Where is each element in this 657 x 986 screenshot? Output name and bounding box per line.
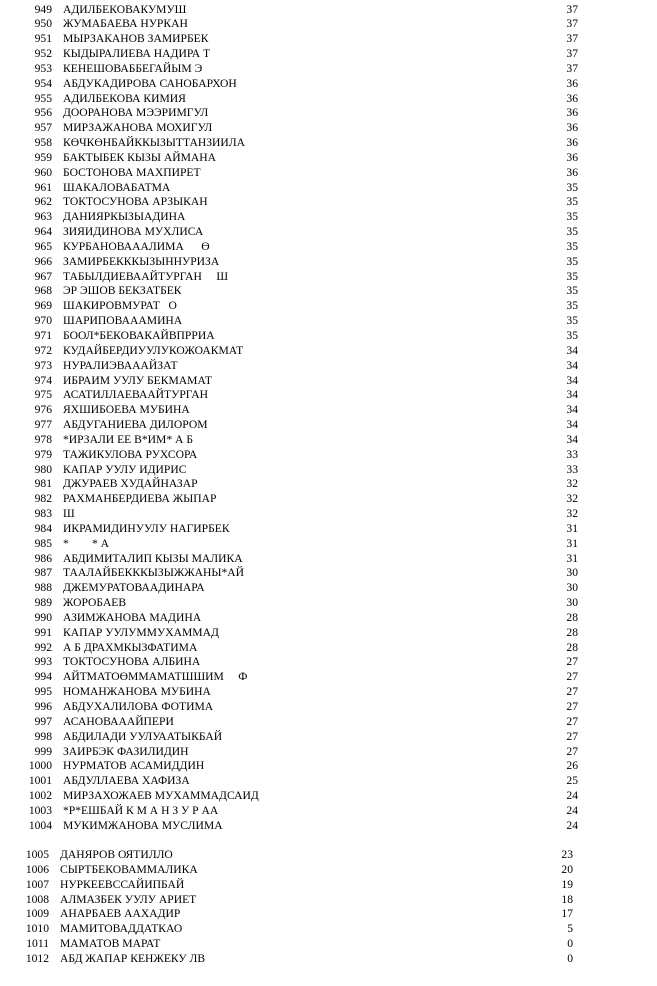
list-item <box>0 298 657 313</box>
list-item <box>0 491 657 506</box>
student-name: ТАЖИКУЛОВА РУХСОРА <box>63 447 198 461</box>
score: 34 <box>566 432 578 446</box>
student-name: Ш <box>63 507 75 521</box>
score: 35 <box>566 195 578 209</box>
score: 27 <box>566 714 578 728</box>
row-number: 961 <box>34 180 52 194</box>
student-name: АБДУГАНИЕВА ДИЛОРОМ <box>63 418 208 432</box>
student-name: ДАНИЯРКЫЗЫАДИНА <box>63 210 186 224</box>
score: 31 <box>566 536 578 550</box>
row-number: 988 <box>34 581 52 595</box>
row-number: 966 <box>34 254 52 268</box>
score: 28 <box>566 640 578 654</box>
list-item <box>0 788 657 803</box>
student-name: КӨЧКӨНБАЙККЫЗЫТТАНЗИИЛА <box>63 136 245 150</box>
list-item <box>0 818 657 833</box>
list-item <box>0 580 657 595</box>
row-number: 978 <box>34 432 52 446</box>
list-item <box>0 921 657 936</box>
list-item <box>0 625 657 640</box>
row-number: 1011 <box>26 937 49 951</box>
student-name: МИРЗАЖАНОВА МОХИГУЛ <box>63 121 213 135</box>
student-name: ТААЛАЙБЕКККЫЗЫЖЖАНЫ*АЙ <box>63 566 244 580</box>
list-item <box>0 209 657 224</box>
row-number: 1000 <box>28 759 52 773</box>
score: 26 <box>566 759 578 773</box>
score: 32 <box>566 507 578 521</box>
row-number: 1009 <box>25 907 49 921</box>
score: 36 <box>566 150 578 164</box>
list-item <box>0 877 657 892</box>
row-number: 1004 <box>28 818 52 832</box>
list-item <box>0 536 657 551</box>
list-item <box>0 165 657 180</box>
list-item <box>0 936 657 951</box>
list-item <box>0 105 657 120</box>
row-number: 969 <box>34 299 52 313</box>
list-item <box>0 744 657 759</box>
student-name: ДАНЯРОВ ОЯТИЛЛО <box>60 848 173 861</box>
score: 35 <box>566 180 578 194</box>
list-item <box>0 61 657 76</box>
score: 28 <box>566 610 578 624</box>
list-item <box>0 328 657 343</box>
student-name: АБДУКАДИРОВА САНОБАРХОН <box>63 76 237 90</box>
row-number: 975 <box>34 388 52 402</box>
list-item <box>0 847 657 862</box>
student-name: МИРЗАХОЖАЕВ МУХАММАДСАИД <box>63 789 259 803</box>
student-name: ЭР ЭШОВ БЕКЗАТБЕК <box>63 284 182 298</box>
student-name: БОСТОНОВА МАХПИРЕТ <box>63 165 201 179</box>
list-item <box>0 951 657 966</box>
score: 17 <box>561 907 573 921</box>
score: 30 <box>566 566 578 580</box>
row-number: 974 <box>34 373 52 387</box>
score: 34 <box>566 388 578 402</box>
list-item <box>0 180 657 195</box>
score: 35 <box>566 314 578 328</box>
student-name: КУРБАНОВАААЛИМА Ө <box>63 239 210 253</box>
score: 0 <box>567 951 573 965</box>
student-name: МАМАТОВ МАРАТ <box>60 937 161 951</box>
score: 35 <box>566 328 578 342</box>
score: 36 <box>566 91 578 105</box>
student-name: АЗИМЖАНОВА МАДИНА <box>63 610 202 624</box>
row-number: 992 <box>34 640 52 654</box>
student-name: БАКТЫБЕК КЫЗЫ АЙМАНА <box>63 150 217 164</box>
list-item <box>0 669 657 684</box>
student-name: АБД ЖАПАР КЕНЖЕКУ ЛВ <box>60 951 206 965</box>
student-name: ТОКТОСУНОВА АЛБИНА <box>63 655 201 669</box>
student-name: НУРАЛИЭВАААЙЗАТ <box>63 358 178 372</box>
row-number: 970 <box>34 314 52 328</box>
list-item <box>0 76 657 91</box>
list-item <box>0 46 657 61</box>
student-name: *ИРЗАЛИ ЕЕ В*ИМ* А Б <box>63 432 193 446</box>
student-name: * * А <box>63 536 110 550</box>
list-item <box>0 714 657 729</box>
student-name: НОМАНЖАНОВА МУБИНА <box>63 685 211 699</box>
student-name: ДЖУРАЕВ ХУДАЙНАЗАР <box>63 477 198 491</box>
row-number: 1010 <box>25 922 49 936</box>
student-name: ИБРАИМ УУЛУ БЕКМАМАТ <box>63 373 212 387</box>
score: 37 <box>566 32 578 46</box>
list-item <box>0 462 657 477</box>
score: 34 <box>566 418 578 432</box>
student-name: АСАТИЛЛАЕВААЙТУРГАН <box>63 388 208 402</box>
student-name: ДООРАНОВА МЭЭРИМГУЛ <box>63 106 209 120</box>
student-name: АДИЛБЕКОВАКУМУШ <box>63 2 187 16</box>
list-item <box>0 239 657 254</box>
student-name: РАХМАНБЕРДИЕВА ЖЫПАР <box>63 492 217 506</box>
list-item <box>0 91 657 106</box>
row-number: 1008 <box>25 892 49 906</box>
student-name: АБДИМИТАЛИП КЫЗЫ МАЛИКА <box>63 551 243 565</box>
list-item <box>0 150 657 165</box>
row-number: 982 <box>34 492 52 506</box>
list-item <box>0 565 657 580</box>
student-name: АДИЛБЕКОВА КИМИЯ <box>63 91 186 105</box>
student-name: ДЖЕМУРАТОВААДИНАРА <box>63 581 205 595</box>
student-name: АЙТМАТОӨММАМАТШШИМ Ф <box>63 670 248 684</box>
row-number: 980 <box>34 462 52 476</box>
student-name: ШАРИПОВАААМИНА <box>63 314 183 328</box>
score: 27 <box>566 655 578 669</box>
score: 19 <box>561 877 573 891</box>
score: 27 <box>566 744 578 758</box>
student-name: МУКИМЖАНОВА МУСЛИМА <box>63 818 223 832</box>
score: 23 <box>561 848 573 861</box>
list-item <box>0 373 657 388</box>
student-name: ЗАМИРБЕКККЫЗЫННУРИЗА <box>63 254 220 268</box>
student-name: БООЛ*БЕКОВАКАЙВПРРИА <box>63 328 215 342</box>
list-item <box>0 595 657 610</box>
score: 20 <box>561 862 573 876</box>
list-item <box>0 343 657 358</box>
score: 24 <box>566 803 578 817</box>
score: 0 <box>567 937 573 951</box>
student-name: АЛМАЗБЕК УУЛУ АРИЕТ <box>60 892 197 906</box>
student-name: ИКРАМИДИНУУЛУ НАГИРБЕК <box>63 521 230 535</box>
student-name: А Б ДРАХМКЫЗФАТИМА <box>63 640 198 654</box>
row-number: 962 <box>34 195 52 209</box>
score: 30 <box>566 581 578 595</box>
score: 35 <box>566 210 578 224</box>
student-name: ШАКИРОВМУРАТ О <box>63 299 177 313</box>
student-name: МЫРЗАКАНОВ ЗАМИРБЕК <box>63 32 209 46</box>
score: 33 <box>566 462 578 476</box>
list-item <box>0 417 657 432</box>
list-item <box>0 654 657 669</box>
row-number: 998 <box>34 729 52 743</box>
student-name: ТАБЫЛДИЕВААЙТУРГАН Ш <box>63 269 229 283</box>
row-number: 949 <box>34 2 52 16</box>
list-item <box>0 254 657 269</box>
score: 36 <box>566 121 578 135</box>
student-name: ЯХШИБОЕВА МУБИНА <box>63 403 190 417</box>
row-number: 995 <box>34 685 52 699</box>
row-number: 973 <box>34 358 52 372</box>
student-name: КЫДЫРАЛИЕВА НАДИРА Т <box>63 47 211 61</box>
list-item <box>0 892 657 907</box>
list-item <box>0 610 657 625</box>
list-item <box>0 313 657 328</box>
student-name: АНАРБАЕВ ААХАДИР <box>60 907 181 921</box>
list-item <box>0 773 657 788</box>
row-number: 972 <box>34 343 52 357</box>
student-name: КАПАР УУЛУММУХАММАД <box>63 625 219 639</box>
student-name: АСАНОВАААЙПЕРИ <box>63 714 174 728</box>
row-number: 952 <box>34 47 52 61</box>
student-name: СЫРТБЕКОВАММАЛИКА <box>60 862 198 876</box>
list-item <box>0 729 657 744</box>
list-item <box>0 31 657 46</box>
list-item <box>0 699 657 714</box>
list-item <box>0 862 657 877</box>
list-item <box>0 402 657 417</box>
row-number: 957 <box>34 121 52 135</box>
row-number: 968 <box>34 284 52 298</box>
score: 35 <box>566 225 578 239</box>
student-name: КЕНЕШОВАББЕГАЙЫМ Э <box>63 61 203 75</box>
score: 27 <box>566 685 578 699</box>
list-item <box>0 387 657 402</box>
student-name: АБДУХАЛИЛОВА ФОТИМА <box>63 699 214 713</box>
row-number: 1007 <box>25 877 49 891</box>
score: 35 <box>566 299 578 313</box>
student-name: ЖУМАБАЕВА НУРКАН <box>63 17 188 31</box>
list-item <box>0 120 657 135</box>
row-number: 1006 <box>25 862 49 876</box>
row-number: 981 <box>34 477 52 491</box>
row-number: 1001 <box>28 774 52 788</box>
score: 35 <box>566 284 578 298</box>
list-item <box>0 684 657 699</box>
score: 34 <box>566 403 578 417</box>
student-name: ШАКАЛОВАБАТМА <box>63 180 171 194</box>
score: 28 <box>566 625 578 639</box>
row-number: 987 <box>34 566 52 580</box>
list-item <box>0 803 657 818</box>
score: 37 <box>566 47 578 61</box>
row-number: 986 <box>34 551 52 565</box>
row-number: 956 <box>34 106 52 120</box>
row-number: 958 <box>34 136 52 150</box>
score: 37 <box>566 17 578 31</box>
score: 35 <box>566 269 578 283</box>
score: 34 <box>566 358 578 372</box>
score: 27 <box>566 670 578 684</box>
score: 36 <box>566 165 578 179</box>
row-number: 994 <box>34 670 52 684</box>
row-number: 953 <box>34 61 52 75</box>
score: 32 <box>566 492 578 506</box>
row-number: 971 <box>34 328 52 342</box>
list-item <box>0 269 657 284</box>
row-number: 955 <box>34 91 52 105</box>
score: 27 <box>566 699 578 713</box>
score: 36 <box>566 136 578 150</box>
row-number: 963 <box>34 210 52 224</box>
list-item <box>0 640 657 655</box>
list-item <box>0 521 657 536</box>
score: 30 <box>566 596 578 610</box>
score: 31 <box>566 551 578 565</box>
score: 35 <box>566 254 578 268</box>
row-number: 989 <box>34 596 52 610</box>
list-item <box>0 758 657 773</box>
student-name: НУРМАТОВ АСАМИДДИН <box>63 759 205 773</box>
score: 34 <box>566 373 578 387</box>
row-number: 951 <box>34 32 52 46</box>
score: 32 <box>566 477 578 491</box>
row-number: 979 <box>34 447 52 461</box>
score: 27 <box>566 729 578 743</box>
row-number: 950 <box>34 17 52 31</box>
row-number: 996 <box>34 699 52 713</box>
list-item <box>0 135 657 150</box>
list-item <box>0 358 657 373</box>
row-number: 954 <box>34 76 52 90</box>
row-number: 960 <box>34 165 52 179</box>
student-name: ТОКТОСУНОВА АРЗЫКАН <box>63 195 208 209</box>
row-number: 959 <box>34 150 52 164</box>
list-item <box>0 194 657 209</box>
row-number: 967 <box>34 269 52 283</box>
score: 33 <box>566 447 578 461</box>
score: 24 <box>566 818 578 832</box>
student-name: НУРКЕЕВССАЙИПБАЙ <box>60 877 185 891</box>
student-name: ЗИЯИДИНОВА МУХЛИСА <box>63 225 204 239</box>
score: 36 <box>566 106 578 120</box>
row-number: 993 <box>34 655 52 669</box>
score: 35 <box>566 239 578 253</box>
student-name: КУДАЙБЕРДИУУЛУКОЖОАКМАТ <box>63 343 244 357</box>
row-number: 965 <box>34 239 52 253</box>
student-name: ЖОРОБАЕВ <box>63 596 127 610</box>
list-item <box>0 506 657 521</box>
row-number: 1003 <box>28 803 52 817</box>
list-item <box>0 16 657 31</box>
row-number: 985 <box>34 536 52 550</box>
row-number: 990 <box>34 610 52 624</box>
row-number: 997 <box>34 714 52 728</box>
row-number: 983 <box>34 507 52 521</box>
row-number: 999 <box>34 744 52 758</box>
list-item <box>0 447 657 462</box>
row-number: 976 <box>34 403 52 417</box>
score: 31 <box>566 521 578 535</box>
list-item <box>0 551 657 566</box>
score: 5 <box>567 922 573 936</box>
row-number: 1005 <box>25 848 49 861</box>
score: 34 <box>566 343 578 357</box>
score: 36 <box>566 76 578 90</box>
row-number: 977 <box>34 418 52 432</box>
row-number: 1002 <box>28 789 52 803</box>
student-name: *Р*ЕШБАЙ К М А Н З У Р АА <box>63 803 219 817</box>
student-name: МАМИТОВАДДАТКАО <box>60 922 183 936</box>
row-number: 991 <box>34 625 52 639</box>
list-item <box>0 476 657 491</box>
list-item <box>0 906 657 921</box>
list-item <box>0 432 657 447</box>
student-name: ЗАИРБЭК ФАЗИЛИДИН <box>63 744 189 758</box>
row-number: 1012 <box>25 951 49 965</box>
list-item <box>0 2 657 17</box>
row-number: 984 <box>34 521 52 535</box>
score: 37 <box>566 61 578 75</box>
student-name: АБДУЛЛАЕВА ХАФИЗА <box>63 774 190 788</box>
student-name: АБДИЛАДИ УУЛУААТЫКБАЙ <box>63 729 223 743</box>
row-number: 964 <box>34 225 52 239</box>
score: 37 <box>566 2 578 16</box>
score: 25 <box>566 774 578 788</box>
student-name: КАПАР УУЛУ ИДИРИС <box>63 462 187 476</box>
score: 24 <box>566 789 578 803</box>
list-item <box>0 283 657 298</box>
score: 18 <box>561 892 573 906</box>
list-item <box>0 224 657 239</box>
